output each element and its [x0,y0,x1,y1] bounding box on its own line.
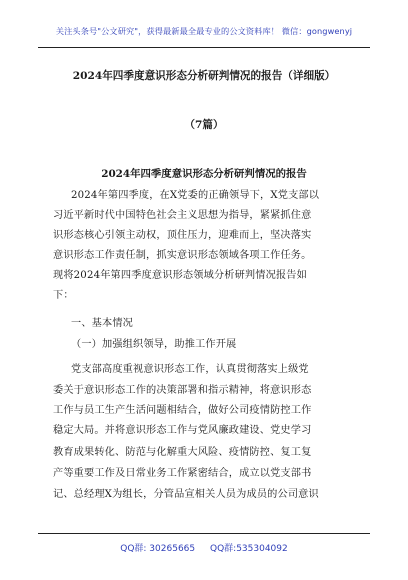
section-title: 2024年四季度意识形态分析研判情况的报告 [101,168,307,180]
section-heading-1: 一、基本情况 [71,318,134,329]
footer [0,541,408,554]
body-line-6: 下： [53,290,74,301]
header-note: 关注头条号"公文研究"，获得最新最全最专业的公文资料库！ 微信：gongwenyj [55,26,353,36]
footer-qq-group-1: QQ群: 30265665 [120,544,196,554]
body-line-8: 委关于意识形态工作的决策部署和指示精神，将意识形态 [53,385,312,396]
body-line-11: 教育成果转化、防范与化解重大风险、疫情防控、复工复 [53,447,312,458]
body-line-2: 习近平新时代中国特色社会主义思想为指导，紧紧抓住意 [53,210,312,221]
body-line-7: 党支部高度重视意识形态工作，认真贯彻落实上级党 [71,364,309,375]
header-divider [38,47,370,48]
footer-qq-group-2: QQ群:535304092 [210,544,288,554]
body-line-10: 稳定大局。并将意识形态工作与党风廉政建设、党史学习 [53,425,312,436]
body-line-3: 识形态核心引领主动权，顶住压力，迎难而上，坚决落实 [53,230,312,241]
body-line-5: 现将2024年第四季度意识形态领域分析研判情况报告如 [53,270,307,281]
subsection-heading-1: （一）加强组织领导，助推工作开展 [71,339,237,350]
footer-divider [38,533,370,534]
document-title: 2024年四季度意识形态分析研判情况的报告（详细版） [72,70,336,82]
body-line-4: 意识形态工作责任制，抓实意识形态领域各项工作任务。 [53,250,312,261]
body-line-12: 产等重要工作及日常业务工作紧密结合，成立以党支部书 [53,468,312,479]
document-count: （7篇） [184,119,224,131]
body-line-9: 工作与员工生产生活问题相结合，做好公司疫情防控工作 [53,405,312,416]
body-line-13: 记、总经理X为组长，分管品宣相关人员为成员的公司意识 [53,489,319,500]
body-line-1: 2024年第四季度，在X党委的正确领导下，X党支部以 [71,190,320,201]
